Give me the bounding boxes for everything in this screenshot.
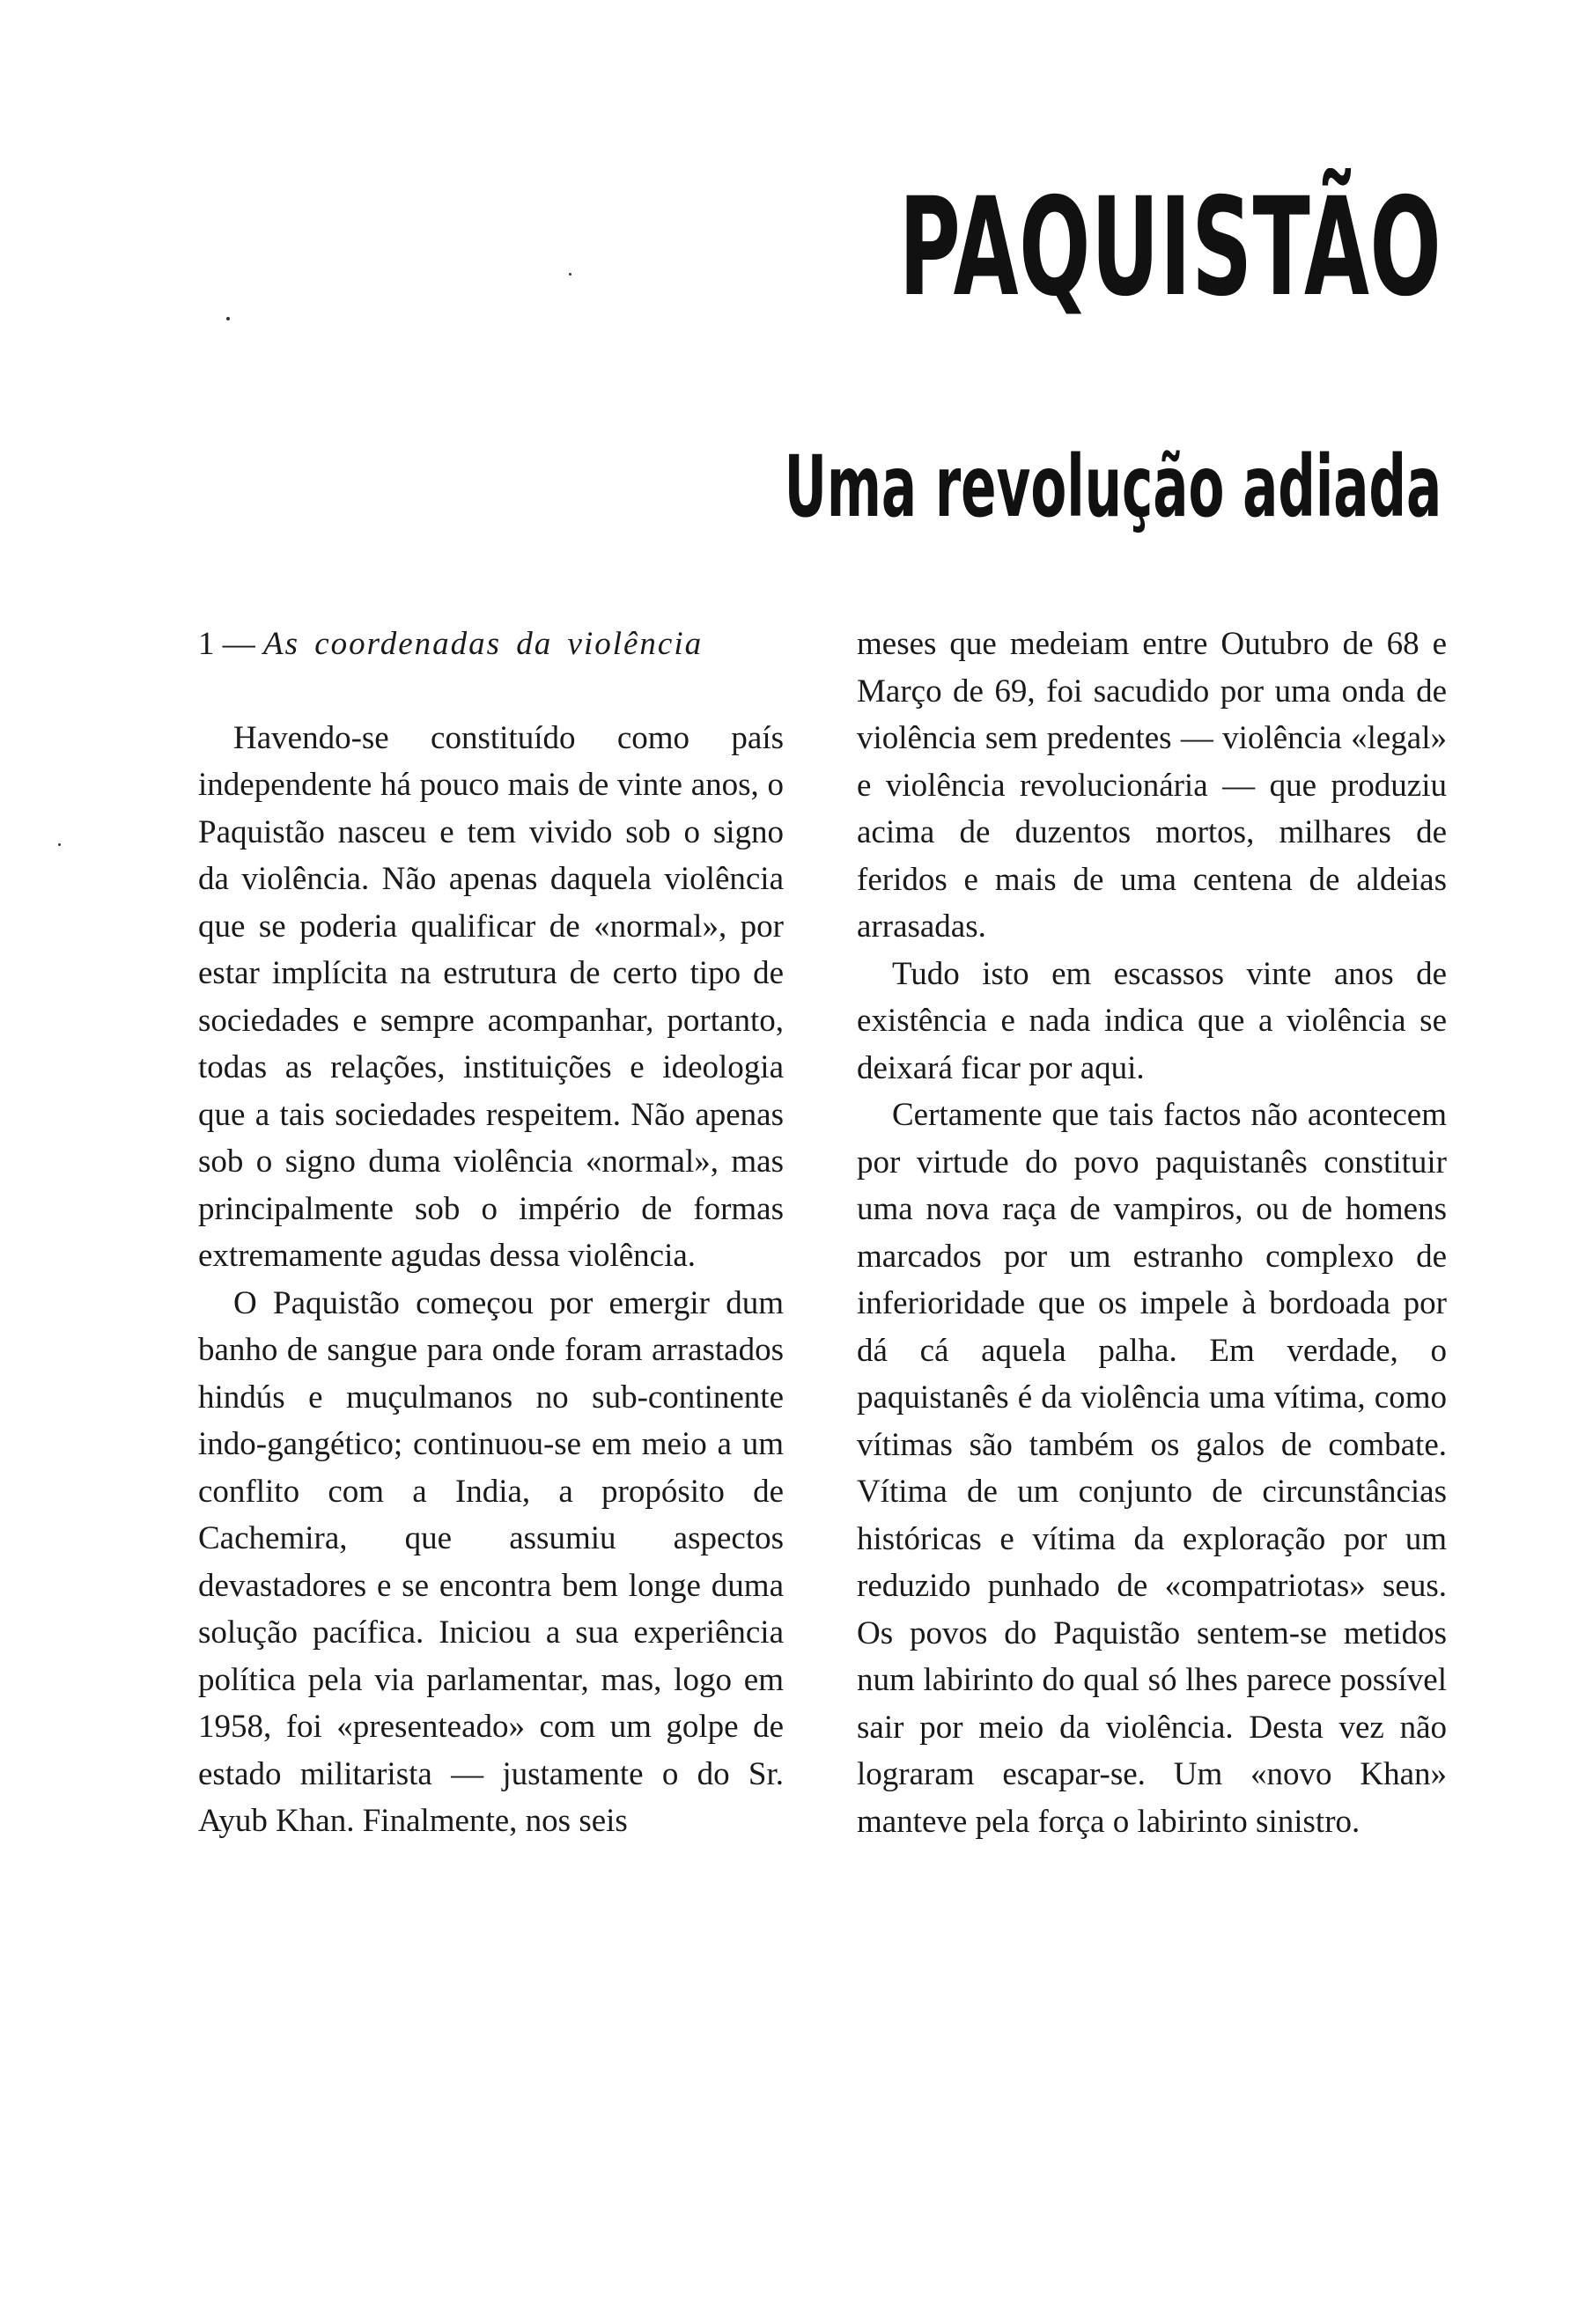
scan-speck <box>226 317 230 320</box>
paragraph: Havendo-se constituído como país independente há pouco mais de vinte anos, o Paquistão nasceu e tem vivido sob o signo da violência. Não apenas daquela violência que se poderia qualificar de «normal», por estar implícita na estrutura de certo tipo de sociedades e sempre acompanhar, portanto, todas as relações, instituições e ideologia que a tais sociedades respeitem. Não apenas sob o signo duma violência «normal», mas principalmente sob o império de formas extremamente agudas dessa violência. <box>198 719 784 1274</box>
paragraph: Certamente que tais factos não acontecem por virtude do povo paquistanês constituir uma nova raça de vampiros, ou de homens marcados por um estranho complexo de inferioridade que os impele à bordoada por dá cá aquela palha. Em verdade, o paquistanês é da violência uma vítima, como vítimas são também os galos de combate. Vítima de um conjunto de circunstâncias históricas e vítima da exploração por um reduzido punhado de «compatriotas» seus. Os povos do Paquistão sentem-se metidos num labirinto do qual só lhes parece possível sair por meio da violência. Desta vez não lograram escapar-se. Um «novo Khan» manteve pela força o labirinto sinistro. <box>857 1097 1447 1840</box>
paragraph: meses que medeiam entre Outubro de 68 e Março de 69, foi sacudido por uma onda de violência sem predentes — violência «legal» e violência revolucionária — que produziu acima de duzentos mortos, milhares de feridos e mais de uma centena de aldeias arrasadas. <box>857 626 1447 945</box>
section-number: 1 — <box>198 626 255 662</box>
scan-speck <box>569 273 571 276</box>
right-column <box>857 621 1447 1845</box>
article-title: PAQUISTÃO <box>898 169 1442 327</box>
article-subtitle: Uma revolução adiada <box>784 438 1442 536</box>
scan-speck <box>58 843 61 846</box>
paragraph: Tudo isto em escassos vinte anos de existência e nada indica que a violência se deixará ficar por aqui. <box>857 955 1447 1086</box>
left-column <box>198 621 784 1845</box>
section-title: As coordenadas da violência <box>263 626 704 662</box>
paragraph: O Paquistão começou por emergir dum banho de sangue para onde foram arrastados hindús e muçulmanos no sub-continente indo-gangético; continuou-se em meio a um conflito com a India, a propósito de Cachemira, que assumiu aspectos devastadores e se encontra bem longe duma solução pacífica. Iniciou a sua experiência política pela via parlamentar, mas, logo em 1958, foi «presenteado» com um golpe de estado militarista — justamente o do Sr. Ayub Khan. Finalmente, nos seis <box>198 1284 784 1839</box>
section-heading <box>198 621 784 668</box>
